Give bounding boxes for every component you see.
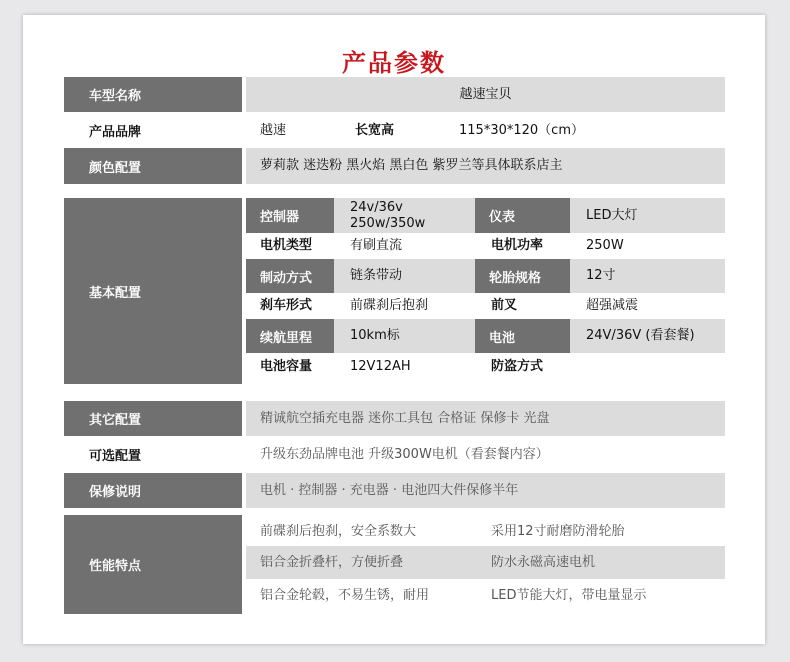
value-colors: 萝莉款 迷迭粉 黑火焰 黑白色 紫罗兰等具体联系店主 [246, 148, 725, 184]
basic-value-antitheft [586, 353, 716, 381]
basic-key-battery: 电池 [475, 319, 570, 353]
basic-key-range: 续航里程 [246, 319, 334, 353]
basic-key-motor-power: 电机功率 [491, 238, 544, 254]
feature-3a: 铝合金轮毂，不易生锈，耐用 [260, 587, 430, 603]
basic-key-meter: 仪表 [475, 198, 570, 233]
basic-key-brake-drive: 制动方式 [246, 259, 334, 293]
feature-2a: 铝合金折叠杆，方便折叠 [260, 554, 404, 570]
basic-key-brake-type: 刹车形式 [260, 298, 313, 314]
label-optional: 可选配置 [89, 449, 142, 464]
basic-value-battery: 24V/36V (看套餐) [586, 328, 695, 344]
basic-value-brake-drive: 链条带动 [350, 268, 403, 284]
feature-3b: LED节能大灯，带电量显示 [491, 587, 647, 603]
label-warranty: 保修说明 [64, 473, 242, 508]
basic-key-controller: 控制器 [246, 198, 334, 233]
basic-key-fork: 前叉 [491, 298, 518, 314]
basic-key-capacity: 电池容量 [260, 359, 313, 375]
value-optional: 升级东劲品牌电池 升级300W电机（看套餐内容） [260, 446, 549, 462]
page-title: 产品参数 [342, 49, 446, 77]
controller-power: 250w/350w [350, 215, 426, 231]
basic-value-range: 10km标 [350, 328, 400, 344]
label-features: 性能特点 [64, 515, 242, 614]
basic-value-tire: 12寸 [586, 268, 616, 284]
feature-2b: 防水永磁高速电机 [491, 554, 596, 570]
value-other: 精诚航空插充电器 迷你工具包 合格证 保修卡 光盘 [246, 401, 725, 436]
value-brand: 越速 [260, 122, 287, 138]
feature-1b: 采用12寸耐磨防滑轮胎 [491, 523, 625, 539]
label-other: 其它配置 [64, 401, 242, 436]
basic-value-motor-type: 有刷直流 [350, 238, 403, 254]
basic-value-brake-type: 前碟刹后抱刹 [350, 298, 429, 314]
controller-voltage: 24v/36v [350, 199, 403, 215]
basic-value-motor-power: 250W [586, 238, 624, 254]
value-model-name: 越速宝贝 [246, 77, 725, 112]
feature-1a: 前碟刹后抱刹，安全系数大 [260, 523, 417, 539]
value-size: 115*30*120（cm） [459, 122, 584, 138]
basic-value-meter: LED大灯 [586, 207, 638, 223]
label-brand: 产品品牌 [89, 125, 142, 140]
label-basic: 基本配置 [64, 198, 242, 384]
basic-value-capacity: 12V12AH [350, 359, 411, 375]
basic-key-motor-type: 电机类型 [260, 238, 313, 254]
label-model-name: 车型名称 [64, 77, 242, 112]
basic-key-tire: 轮胎规格 [475, 259, 570, 293]
basic-value-controller [350, 198, 470, 233]
basic-key-antitheft: 防盗方式 [491, 359, 544, 375]
value-warranty: 电机 · 控制器 · 充电器 · 电池四大件保修半年 [246, 473, 725, 508]
label-size: 长宽高 [355, 122, 395, 138]
basic-value-fork: 超强减震 [586, 298, 639, 314]
label-colors: 颜色配置 [64, 148, 242, 184]
